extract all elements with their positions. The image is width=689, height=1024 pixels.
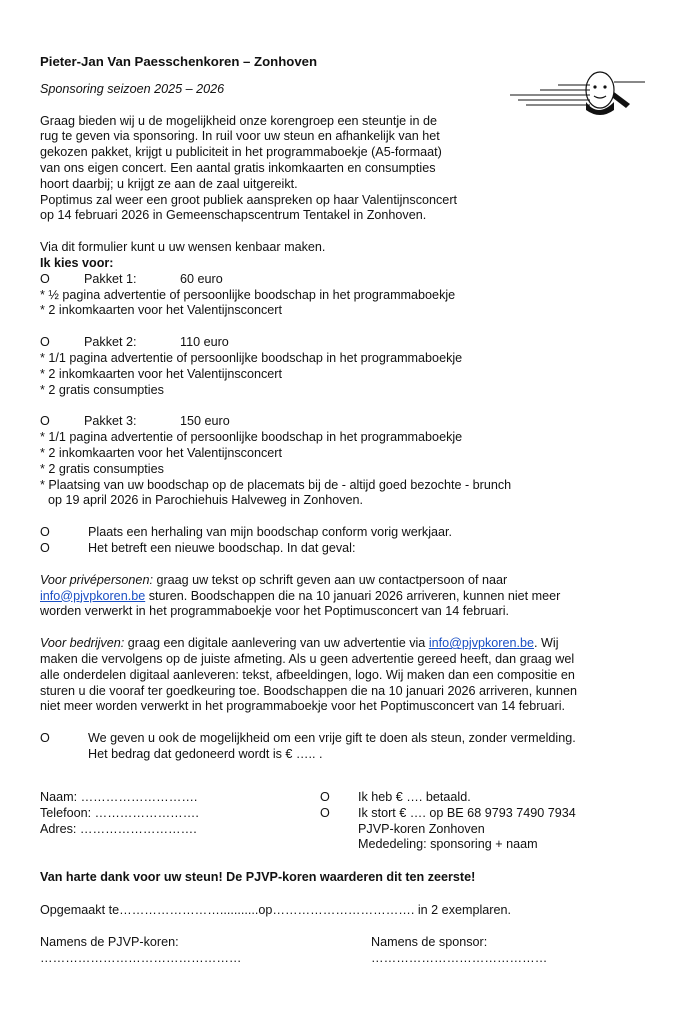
option-new-checkbox[interactable]: O [40, 540, 50, 555]
package-1: O Pakket 1: 60 euro * ½ pagina advertentie of persoonlijke boodschap in het programmaboekje * 2 inkomkaarten voor het Valentijnsconcert [40, 271, 456, 318]
package-3-name: Pakket 3: [84, 414, 137, 429]
package-2: O Pakket 2: 110 euro * 1/1 pagina advertentie of persoonlijke boodschap in het programmaboekje * 2 inkomkaarten voor het Valentijnsconcert * 2 gratis consumpties [40, 335, 463, 397]
phone-field[interactable]: Telefoon: ……………………. [40, 805, 199, 820]
contact-form: Naam: ………………………. O Ik heb € …. betaald. Telefoon: ……………………. O Ik stort € …. op BE 68 9793 7490 7934 Adres: ………………………. PJVP-koren Zonhoven Mededeling: sponsoring + naam [40, 790, 576, 852]
thanks-line: Van harte dank voor uw steun! De PJVP-koren waarderen dit ten zeerste! [40, 870, 476, 884]
gift-option: O We geven u ook de mogelijkheid om een vrije gift te doen als steun, zonder vermelding. Het bedrag dat gedoneerd wordt is € ….. . [40, 731, 576, 761]
package-1-price: 60 euro [180, 271, 223, 286]
signature-sponsor: Namens de sponsor: …………………………………… [371, 935, 548, 965]
business-section: Voor bedrijven: graag een digitale aanlevering van uw advertentie via info@pjvpkoren.be. Wij maken die vervolgens op de juiste afmeting. Als u geen advertentie gereed heeft, dan graag wel alle onderdelen digitaal aanleveren: tekst, afbeeldingen, logo. Wij maken dan een compositie en sturen u die vooraf ter goedkeuring toe. Boodschappen die na 10 januari 2026 arriveren, kunnen niet meer worden verwerkt in het programmaboekje voor het Poptimusconcert van 14 februari. [40, 636, 578, 714]
package-3-checkbox[interactable]: O [40, 414, 50, 429]
transfer-checkbox[interactable]: O [320, 805, 330, 820]
private-section: Voor privépersonen: graag uw tekst op schrift geven aan uw contactpersoon of naar info@pjvpkoren.be sturen. Boodschappen die na 10 januari 2026 arriveren, kunnen niet meer worden verwerkt in het programmaboekje voor het Poptimusconcert van 14 februari. [40, 572, 561, 619]
made-at-line[interactable]: Opgemaakt te……………………...........op……………………………. in 2 exemplaren. [40, 903, 511, 917]
option-repeat-checkbox[interactable]: O [40, 525, 50, 540]
signature-pjvp-line[interactable]: ………………………………………… [40, 950, 242, 965]
business-email-link[interactable]: info@pjvpkoren.be [428, 636, 535, 651]
paid-checkbox[interactable]: O [320, 790, 330, 804]
package-2-name: Pakket 2: [84, 335, 137, 350]
package-1-checkbox[interactable]: O [40, 271, 50, 286]
document-title: Pieter-Jan Van Paesschenkoren – Zonhoven [40, 54, 318, 69]
private-email-link[interactable]: info@pjvpkoren.be [40, 588, 146, 603]
signature-sponsor-line[interactable]: …………………………………… [371, 950, 548, 965]
option-repeat-message: O Plaats een herhaling van mijn boodschap conform vorig werkjaar. [40, 525, 453, 540]
package-3-price: 150 euro [180, 414, 230, 429]
intro-paragraph: Graag bieden wij u de mogelijkheid onze korengroep een steuntje in de rug te geven via sponsoring. In ruil voor uw steun en afhankelijk van het gekozen pakket, krijgt u publiciteit in het programmaboekje (A5-formaat) van ons eigen concert. Een aantal gratis inkomkaarten en consumpties hoort daarbij; u krijgt ze aan de zaal uitgereikt. Poptimus zal weer een groot publiek aanspreken op haar Valentijnsconcert op 14 februari 2026 in Gemeenschapscentrum Tentakel in Zonhoven. [40, 113, 458, 223]
choose-label: Ik kies voor: [40, 255, 114, 270]
document-subtitle: Sponsoring seizoen 2025 – 2026 [40, 81, 225, 96]
gift-checkbox[interactable]: O [40, 731, 50, 746]
form-intro: Via dit formulier kunt u uw wensen kenbaar maken. [40, 240, 326, 255]
package-2-checkbox[interactable]: O [40, 335, 50, 350]
document-body [40, 54, 650, 763]
option-new-message: O Het betreft een nieuwe boodschap. In dat geval: [40, 540, 356, 555]
address-field[interactable]: Adres: ………………………. [40, 821, 197, 836]
name-field[interactable]: Naam: ………………………. [40, 790, 198, 804]
package-2-price: 110 euro [180, 335, 229, 350]
signature-pjvp: Namens de PJVP-koren: ………………………………………… [40, 935, 242, 965]
package-1-name: Pakket 1: [84, 271, 137, 286]
package-3: O Pakket 3: 150 euro * 1/1 pagina advertentie of persoonlijke boodschap in het programmaboekje * 2 inkomkaarten voor het Valentijnsconcert * 2 gratis consumpties * Plaatsing van uw boodschap op de placemats bij de - altijd goed bezochte - brunch op 19 april 2026 in Parochiehuis Halveweg in Zonhoven. [40, 414, 512, 508]
